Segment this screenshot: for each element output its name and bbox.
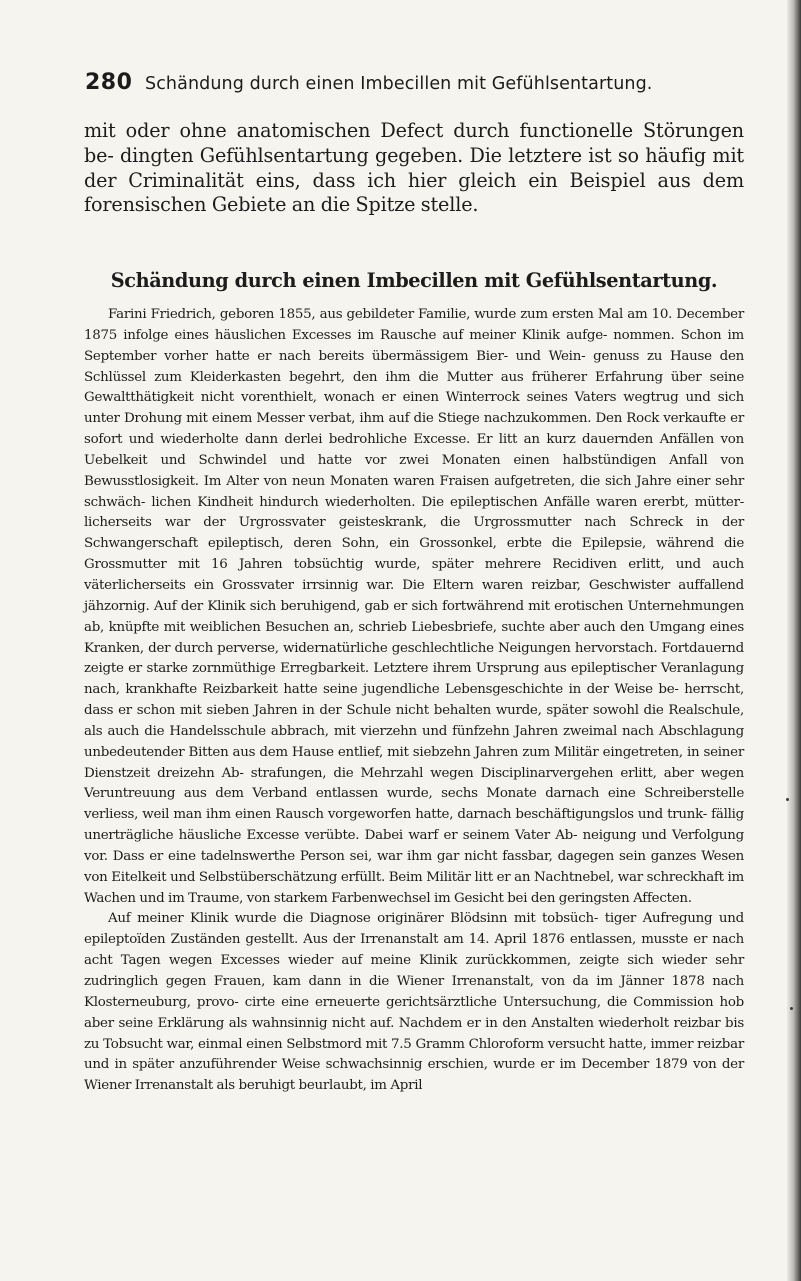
running-head-title: Schändung durch einen Imbecillen mit Gefühlsentartung.: [145, 74, 653, 94]
margin-speck: [786, 798, 789, 801]
case-report-body: [84, 305, 744, 1097]
section-heading: Schändung durch einen Imbecillen mit Gefühlsentartung.: [110, 269, 718, 292]
body-paragraph: Farini Friedrich, geboren 1855, aus gebildeter Familie, wurde zum ersten Mal am 10. December 1875 infolge eines häuslichen Excesses im Rausche auf meiner Klinik aufge- nommen. Schon im September vorher hatte er nach bereits übermässigem Bier- und Wein- genuss zu Hause den Schlüssel zum Kleiderkasten begehrt, den ihm die Mutter aus früherer Erfahrung über seine Gewaltthätigkeit nicht vorenthielt, wonach er einen Winterrock seines Vaters wegtrug und sich unter Drohung mit einem Messer verbat, ihm auf die Stiege nachzukommen. Den Rock verkaufte er sofort und wiederholte dann derlei bedrohliche Excesse. Er litt an kurz dauernden Anfällen von Uebelkeit und Schwindel und hatte vor zwei Monaten einen halbstündigen Anfall von Bewusstlosigkeit. Im Alter von neun Monaten waren Fraisen aufgetreten, die sich Jahre einer sehr schwäch- lichen Kindheit hindurch wiederholten. Die epileptischen Anfälle waren ererbt, mütter- licherseits war der Urgrossvater geisteskrank, die Urgrossmutter nach Schreck in der Schwangerschaft epileptisch, deren Sohn, ein Grossonkel, erbte die Epilepsie, während die Grossmutter mit 16 Jahren tobsüchtig wurde, später mehrere Recidiven erlitt, und auch väterlicherseits ein Grossvater irrsinnig war. Die Eltern waren reizbar, Geschwister auffallend jähzornig. Auf der Klinik sich beruhigend, gab er sich fortwährend mit erotischen Unternehmungen ab, knüpfte mit weiblichen Besuchen an, schrieb Liebesbriefe, suchte aber auch den Umgang eines Kranken, der durch perverse, widernatürliche geschlechtliche Neigungen hervorstach. Fortdauernd zeigte er starke zornmüthige Erregbarkeit. Letztere ihrem Ursprung aus epileptischer Veranlagung nach, krankhafte Reizbarkeit hatte seine jugendliche Lebensgeschichte in der Weise be- herrscht, dass er schon mit sieben Jahren in der Schule nicht behalten wurde, später sowohl die Realschule, als auch die Handelsschule abbrach, mit vierzehn und fünfzehn Jahren zweimal nach Abschlagung unbedeutender Bitten aus dem Hause entlief, mit siebzehn Jahren zum Militär eingetreten, in seiner Dienstzeit dreizehn Ab- strafungen, die Mehrzahl wegen Disciplinarvergehen erlitt, aber wegen Veruntreuung aus dem Verband entlassen wurde, sechs Monate darnach eine Schreiberstelle verliess, weil man ihm einen Rausch vorgeworfen hatte, darnach beschäftigungslos und trunk- fällig unerträgliche häusliche Excesse verübte. Dabei warf er seinem Vater Ab- neigung und Verfolgung vor. Dass er eine tadelnswerthe Person sei, war ihm gar nicht fassbar, dagegen sein ganzes Wesen von Eitelkeit und Selbstüberschätzung erfüllt. Beim Militär litt er an Nachtnebel, war schreckhaft im Wachen und im Traume, von starkem Farbenwechsel im Gesicht bei den geringsten Affecten.: [84, 307, 744, 906]
margin-speck: [790, 1007, 793, 1010]
body-paragraph: Auf meiner Klinik wurde die Diagnose originärer Blödsinn mit tobsüch- tiger Aufregung und epileptoïden Zuständen gestellt. Aus der Irrenanstalt am 14. April 1876 entlassen, musste er nach acht Tagen wegen Excesses wieder auf meine Klinik zurückkommen, zeigte sich wieder sehr zudringlich gegen Frauen, kam dann in die Wiener Irrenanstalt, von da im Jänner 1878 nach Klosterneuburg, provo- cirte eine erneuerte gerichtsärztliche Untersuchung, die Commission hob aber seine Erklärung als wahnsinnig nicht auf. Nachdem er in den Anstalten wiederholt reizbar bis zu Tobsucht war, einmal einen Selbstmord mit 7.5 Gramm Chloroform versucht hatte, immer reizbar und in später anzuführender Weise schwachsinnig erschien, wurde er im December 1879 von der Wiener Irrenanstalt als beruhigt beurlaubt, im April: [84, 911, 744, 1094]
running-head: [85, 70, 735, 100]
intro-paragraph: mit oder ohne anatomischen Defect durch functionelle Störungen be- dingten Gefühlsentartung gegeben. Die letztere ist so häufig mit der Criminalität eins, dass ich hier gleich ein Beispiel aus dem forensischen Gebiete an die Spitze stelle.: [84, 119, 744, 217]
page-edge-shadow: [787, 0, 801, 1281]
page-number: 280: [85, 70, 133, 95]
